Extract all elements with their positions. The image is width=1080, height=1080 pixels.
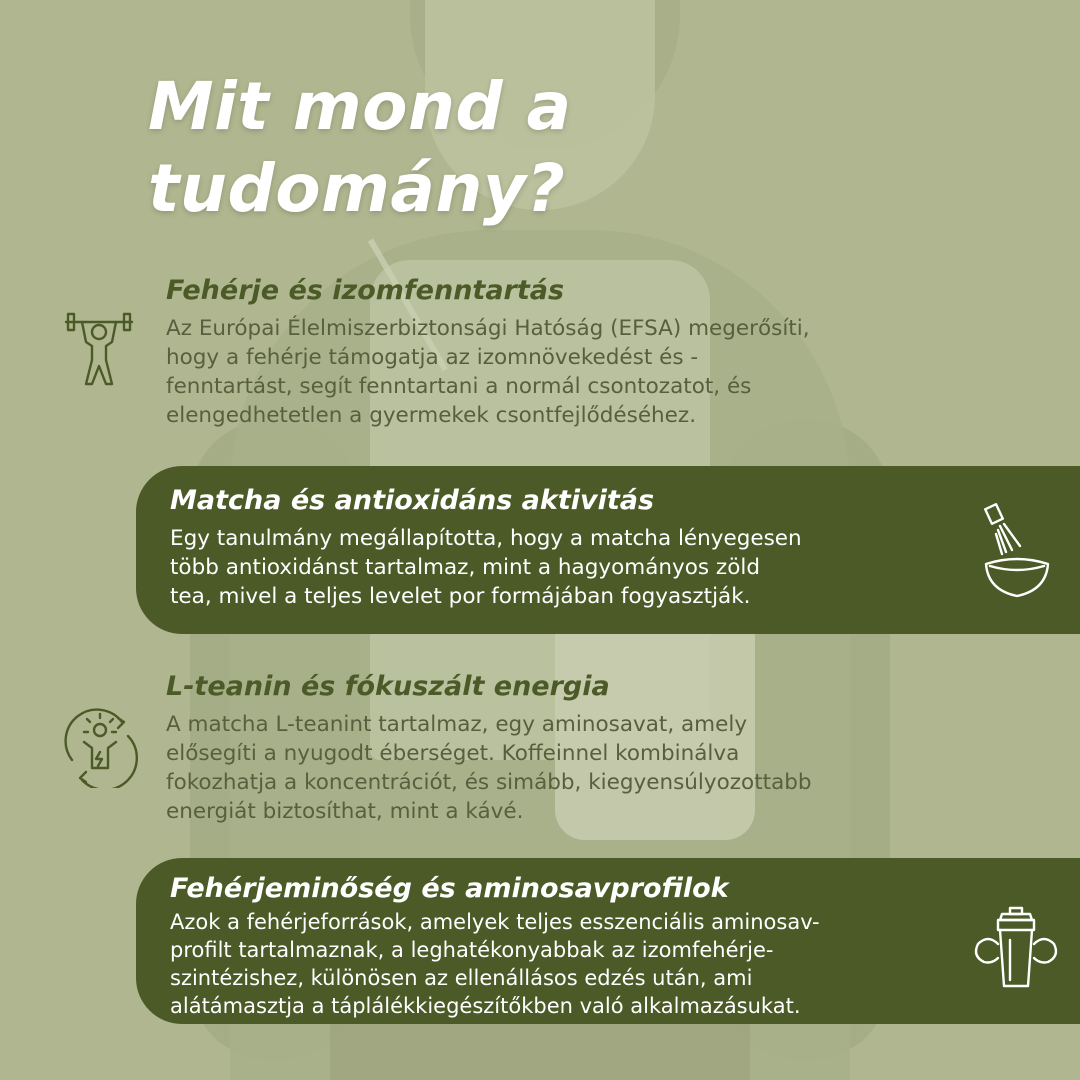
weightlifter-icon: [62, 308, 136, 388]
section-body: Egy tanulmány megállapította, hogy a matcha lényegesen több antioxidánst tartalmaz, mint a hagyományos zöld tea, mivel a teljes levelet por formájában fogyasztják.: [170, 526, 802, 609]
section-body: Az Európai Élelmiszerbiztonsági Hatóság (EFSA) megerősíti, hogy a fehérje támogatja az izomnövekedést és - fenntartást, segít fenntartani a normál csontozatot, és elengedhetetlen a gyermekek csontfejlődéséhez.: [166, 316, 810, 428]
section-protein-muscle: [166, 274, 810, 430]
title-line-1: Mit mond a: [148, 68, 572, 145]
section-matcha-antioxidant: [170, 484, 802, 611]
section-protein-quality: [170, 872, 820, 1020]
title-line-2: tudomány?: [148, 150, 566, 227]
shaker-muscle-icon: [970, 904, 1062, 990]
section-heading: Fehérjeminőség és aminosavprofilok: [170, 873, 729, 904]
energy-person-icon: [62, 708, 138, 788]
matcha-whisk-bowl-icon: [982, 500, 1052, 600]
page-title: [148, 66, 572, 230]
section-heading: L-teanin és fókuszált energia: [166, 671, 610, 702]
section-heading: Fehérje és izomfenntartás: [166, 275, 565, 306]
section-body: A matcha L-teanint tartalmaz, egy aminosavat, amely elősegíti a nyugodt éberséget. Koffeinnel kombinálva fokozhatja a koncentrációt, és simább, kiegyensúlyozottabb energiát biztosíthat, mint a kávé.: [166, 712, 812, 824]
section-body: Azok a fehérjeforrások, amelyek teljes esszenciális aminosav- profilt tartalmaznak, a leghatékonyabbak az izomfehérje- szintézishez, különösen az ellenállásos edzés után, ami alátámasztja a táplálékkiegészítőkben való alkalmazásukat.: [170, 910, 820, 1018]
section-heading: Matcha és antioxidáns aktivitás: [170, 485, 655, 516]
section-l-theanine-energy: [166, 670, 812, 826]
